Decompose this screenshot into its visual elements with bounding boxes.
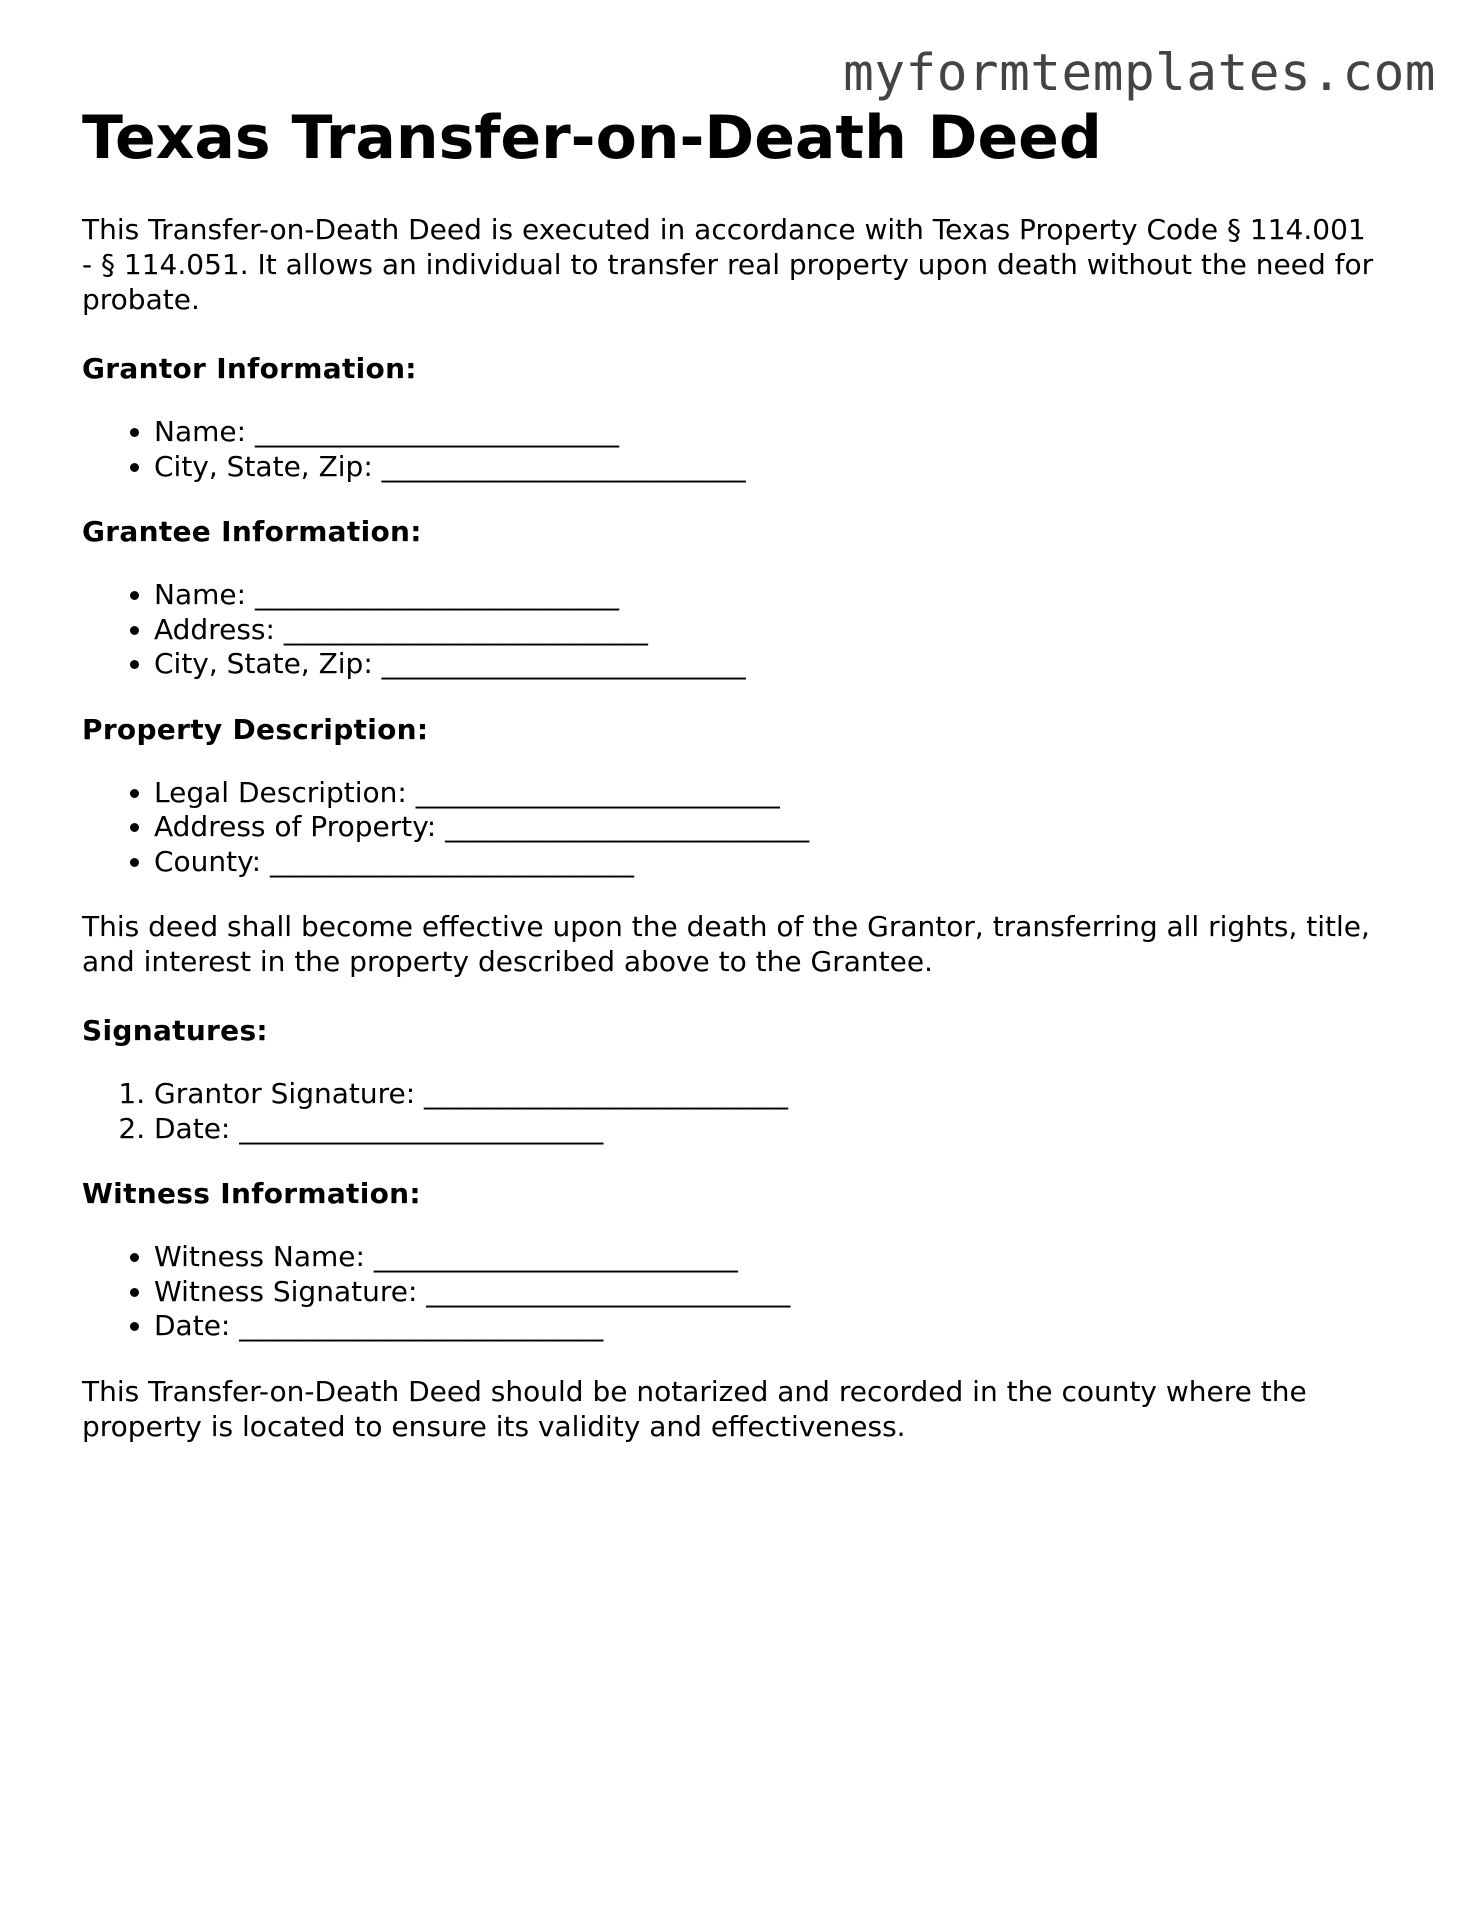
list-item: [154, 1240, 1382, 1275]
field-label: City, State, Zip:: [154, 647, 382, 680]
field-label: Date:: [154, 1309, 240, 1342]
blank-line: __________________________: [283, 612, 648, 646]
blank-line: __________________________: [381, 449, 746, 483]
field-label: Date:: [154, 1111, 240, 1145]
list-item: [154, 1077, 1382, 1112]
grantee-list: [82, 578, 1382, 682]
list-item: [154, 578, 1382, 613]
list-item: [154, 613, 1382, 648]
blank-line: __________________________: [373, 1240, 738, 1273]
field-label: City, State, Zip:: [154, 449, 382, 483]
signatures-heading: Signatures:: [82, 1014, 268, 1047]
field-label: County:: [154, 844, 271, 878]
blank-line: __________________________: [424, 1077, 789, 1110]
blank-line: __________________________: [239, 1309, 604, 1342]
effective-paragraph: This deed shall become effective upon the death of the Grantor, transferring all rights, title, and interest in the property described above to the Grantee.: [82, 910, 1370, 978]
field-label: Witness Name:: [154, 1240, 374, 1273]
blank-line: __________________________: [381, 647, 746, 680]
list-item: [154, 415, 1382, 450]
field-label: Name:: [154, 578, 255, 611]
field-label: Address of Property:: [154, 810, 446, 843]
list-item: [154, 845, 1382, 880]
field-label: Grantor Signature:: [154, 1077, 425, 1110]
blank-line: __________________________: [254, 415, 619, 448]
property-heading: Property Description:: [82, 712, 429, 746]
list-item: [154, 1309, 1382, 1344]
list-item: [154, 810, 1382, 845]
blank-line: __________________________: [254, 578, 619, 611]
list-item: [154, 647, 1382, 682]
field-label: Legal Description:: [154, 775, 416, 809]
blank-line: __________________________: [426, 1274, 791, 1308]
blank-line: __________________________: [415, 775, 780, 809]
grantor-heading: Grantor Information:: [82, 352, 417, 385]
list-item: [154, 1112, 1382, 1147]
page-title: Texas Transfer-on-Death Deed: [82, 103, 1102, 173]
intro-paragraph: This Transfer-on-Death Deed is executed in accordance with Texas Property Code § 114.001 - § 114.051. It allows an individual to transfer real property upon death without the need for probate.: [82, 213, 1374, 316]
grantor-list: [82, 415, 1382, 484]
property-list: [82, 776, 1382, 880]
blank-line: __________________________: [239, 1111, 604, 1145]
list-item: [154, 776, 1382, 811]
closing-paragraph: This Transfer-on-Death Deed should be notarized and recorded in the county where the property is located to ensure its validity and effectiveness.: [82, 1374, 1307, 1443]
list-item: [154, 450, 1382, 485]
witness-heading: Witness Information:: [82, 1177, 421, 1210]
blank-line: __________________________: [270, 844, 635, 878]
witness-list: [82, 1240, 1382, 1344]
document-page: [82, 102, 1382, 1478]
field-label: Address:: [154, 612, 284, 646]
blank-line: __________________________: [445, 810, 810, 843]
list-item: [154, 1275, 1382, 1310]
signatures-list: [82, 1077, 1382, 1146]
watermark: myformtemplates.com: [843, 44, 1436, 103]
field-label: Name:: [154, 415, 255, 448]
grantee-heading: Grantee Information:: [82, 515, 422, 548]
field-label: Witness Signature:: [154, 1274, 427, 1308]
